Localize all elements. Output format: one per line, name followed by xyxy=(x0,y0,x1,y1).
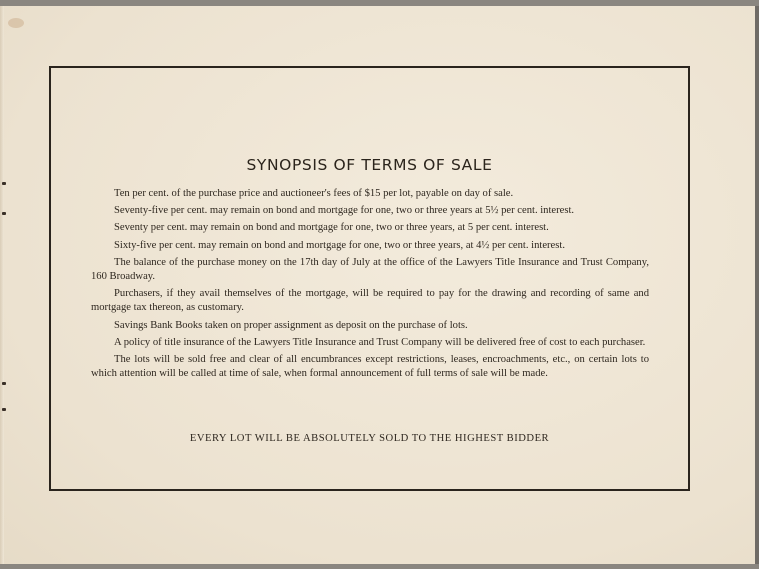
page-edge xyxy=(755,6,759,564)
binding-mark xyxy=(2,408,6,411)
term-paragraph-7: Savings Bank Books taken on proper assignment as deposit on the purchase of lots. xyxy=(114,319,468,331)
document-page xyxy=(0,6,755,564)
document-title: SYNOPSIS OF TERMS OF SALE xyxy=(246,156,493,174)
paper-stain xyxy=(8,18,24,28)
term-paragraph-8: A policy of title insurance of the Lawyers Title Insurance and Trust Company will be delivered free of cost to each purchaser. xyxy=(114,336,646,348)
terms-frame xyxy=(49,66,690,491)
term-paragraph-1: Ten per cent. of the purchase price and auctioneer's fees of $15 per lot, payable on day of sale. xyxy=(114,188,514,199)
terms-body xyxy=(91,187,649,384)
term-paragraph-9: The lots will be sold free and clear of all encumbrances except restrictions, leases, encroachments, etc., on certain lots to which attention will be called at time of sale, when formal announcement of full terms of sale will be made. xyxy=(91,354,649,380)
term-paragraph-2: Seventy-five per cent. may remain on bond and mortgage for one, two or three years at 5½ per cent. interest. xyxy=(114,205,575,217)
closing-statement: EVERY LOT WILL BE ABSOLUTELY SOLD TO THE HIGHEST BIDDER xyxy=(189,433,550,444)
term-paragraph-5: The balance of the purchase money on the 17th day of July at the office of the Lawyers Title Insurance and Trust Company, 160 Broadway. xyxy=(91,256,649,283)
binding-mark xyxy=(2,382,6,385)
term-paragraph-6: Purchasers, if they avail themselves of the mortgage, will be required to pay for the drawing and recording of same and mortgage tax thereon, as customary. xyxy=(91,288,649,314)
term-paragraph-4: Sixty-five per cent. may remain on bond and mortgage for one, two or three years, at 4½ per cent. interest. xyxy=(114,239,565,251)
term-paragraph-3: Seventy per cent. may remain on bond and mortgage for one, two or three years, at 5 per cent. interest. xyxy=(114,222,549,234)
page-binding xyxy=(0,6,4,564)
binding-mark xyxy=(2,182,6,185)
binding-mark xyxy=(2,212,6,215)
